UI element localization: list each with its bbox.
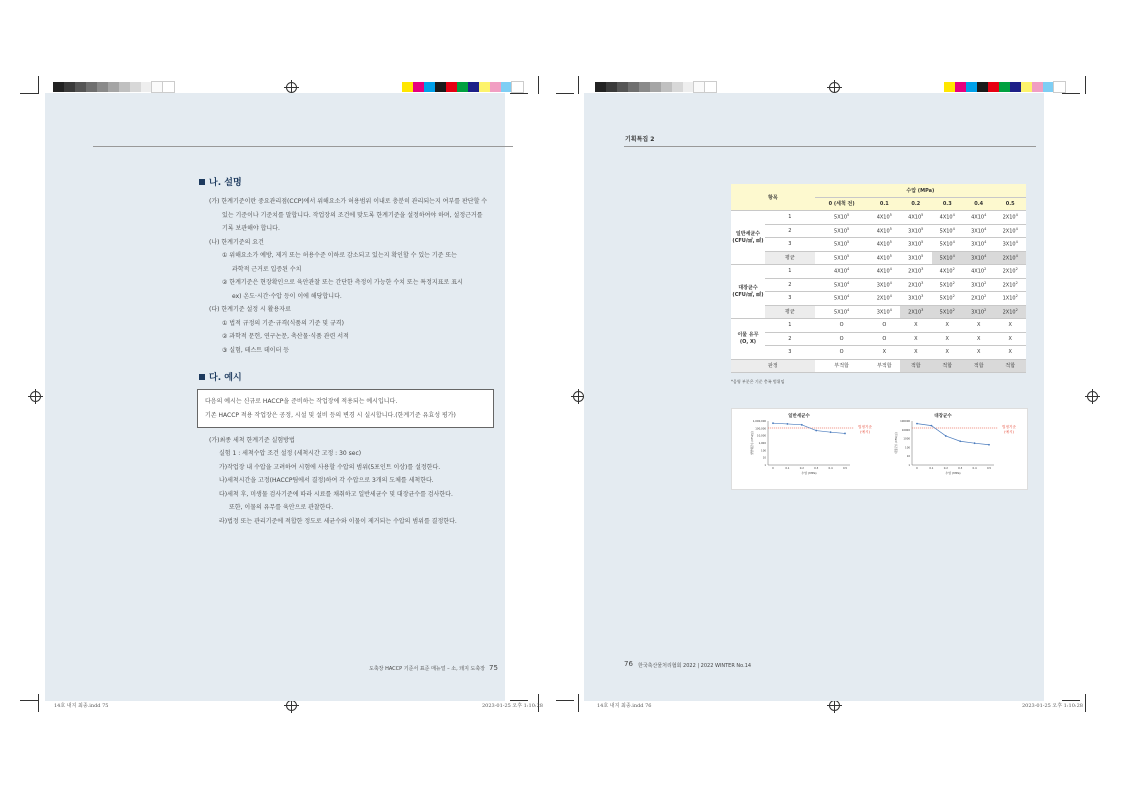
- table-header-cell: 0.4: [963, 197, 994, 211]
- table-cell: $2X10^4$: [994, 251, 1026, 265]
- exponent: 2: [984, 294, 987, 299]
- table-cell: $5X10^2$: [932, 292, 963, 306]
- table-cell: $4X10^4$: [869, 265, 900, 279]
- table-cell: $3X10^4$: [963, 238, 994, 252]
- exponent: 4: [1015, 213, 1018, 218]
- table-header-row: [731, 184, 1026, 197]
- table-cell: $3X10^5$: [900, 251, 931, 265]
- section-title-na: 나. 설명: [199, 175, 242, 188]
- page-number: 76: [624, 660, 633, 668]
- exponent: 3: [921, 307, 924, 312]
- exponent: 2: [952, 267, 955, 272]
- exponent: 2: [984, 280, 987, 285]
- table-row-index: 1: [765, 319, 815, 333]
- y-axis-label: 대장균수 (CFU/㎠): [895, 432, 898, 454]
- exponent: 2: [1015, 267, 1018, 272]
- table-cell: $4X10^5$: [869, 238, 900, 252]
- registration-mark: [30, 391, 41, 402]
- y-tick-label: 1: [908, 464, 910, 467]
- group-unit: (CFU/㎠, ㎖): [732, 237, 764, 244]
- table-row-index: 2: [765, 224, 815, 238]
- x-tick-label: 0.5: [842, 467, 848, 470]
- table-cell: $3X10^4$: [963, 251, 994, 265]
- table-row-index: 평균: [765, 305, 815, 319]
- exponent: 4: [952, 213, 955, 218]
- table-row-index: 2: [765, 332, 815, 346]
- table-cell: $5X10^5$: [815, 224, 869, 238]
- table-row: [731, 224, 1026, 238]
- registration-mark: [573, 391, 584, 402]
- x-tick-label: 0.2: [799, 467, 804, 470]
- charts-svg: [732, 409, 1027, 489]
- note-line: 다음의 예시는 신규로 HACCP을 준비하는 작업장에 적용되는 예시입니다.: [205, 398, 398, 405]
- table-cell: $4X10^2$: [963, 265, 994, 279]
- table-row: [731, 278, 1026, 292]
- table-header-cell: 0.2: [900, 197, 931, 211]
- text-line: 나)세척시간을 고정(HACCP팀에서 결정)하여 각 수압으로 3개의 도체를 세척한다.: [219, 477, 434, 484]
- exponent: 5: [889, 226, 892, 231]
- table-row: [731, 319, 1026, 333]
- y-tick-label: 1000: [903, 437, 910, 441]
- exponent: 3: [921, 280, 924, 285]
- y-tick-label: 1,000: [758, 442, 766, 445]
- exponent: 5: [921, 240, 924, 245]
- table-header-cell: 0.5: [994, 197, 1026, 211]
- table-cell: $4X10^4$: [815, 265, 869, 279]
- table-cell: $2X10^2$: [994, 278, 1026, 292]
- exponent: 4: [889, 280, 892, 285]
- table-cell: X: [900, 319, 931, 333]
- series-line: [917, 424, 989, 445]
- group-name: 대장균수: [738, 284, 758, 291]
- table-cell: $2X10^3$: [900, 278, 931, 292]
- exponent: 5: [847, 253, 850, 258]
- footer-text: 한국축산물처리협회 2022 | 2022 WINTER No.14: [638, 663, 752, 669]
- exponent: 4: [889, 294, 892, 299]
- x-tick-label: 0.4: [828, 467, 833, 470]
- text-line: 또한, 이물의 유무를 육안으로 관찰한다.: [229, 504, 334, 511]
- table-cell: $5X10^4$: [932, 238, 963, 252]
- table-cell: $4X10^4$: [963, 211, 994, 225]
- exponent: 4: [847, 307, 850, 312]
- exponent: 4: [1015, 226, 1018, 231]
- group-name: 일반세균수: [735, 230, 761, 237]
- text-line: ② 한계기준은 현장확인으로 육안관찰 또는 간단한 측정이 가능한 수치 또는 특정지표로 표시: [222, 279, 463, 286]
- table-header-pressure: 수압 (MPa): [815, 184, 1026, 197]
- table-verdict-cell: 적합: [900, 359, 931, 373]
- exponent: 5: [847, 226, 850, 231]
- top-rule: [624, 146, 1036, 147]
- y-tick-label: 100,000: [755, 427, 766, 431]
- text-line: 과학적 근거로 입증된 수치: [232, 266, 302, 273]
- table-cell: X: [994, 346, 1026, 360]
- table-cell: X: [994, 332, 1026, 346]
- table-cell: $4X10^5$: [869, 211, 900, 225]
- table-verdict-label: 판정: [731, 359, 815, 373]
- table-cell: $3X10^5$: [900, 238, 931, 252]
- table-row-index: 3: [765, 346, 815, 360]
- results-table: [731, 184, 1026, 373]
- data-point: [959, 440, 961, 442]
- y-tick-label: 100: [761, 449, 766, 453]
- table-row: [731, 292, 1026, 306]
- data-point: [974, 442, 976, 444]
- y-tick-label: 100000: [900, 420, 910, 423]
- text-line: ex) 온도·시간·수압 등이 이에 해당합니다.: [232, 293, 342, 300]
- table-row-index: 1: [765, 265, 815, 279]
- exponent: 4: [952, 240, 955, 245]
- exponent: 4: [847, 280, 850, 285]
- x-tick-label: 0.3: [814, 467, 819, 470]
- table-cell: $5X10^5$: [815, 211, 869, 225]
- y-tick-label: 10000: [901, 428, 910, 432]
- table-cell: $2X10^4$: [994, 211, 1026, 225]
- y-tick-label: 1,000,000: [752, 420, 766, 423]
- table-cell: X: [994, 319, 1026, 333]
- table-cell: O: [869, 319, 900, 333]
- text-line: 라)법정 또는 관리기준에 적합한 정도로 세균수와 이물이 제거되는 수압의 범위를 결정한다.: [219, 518, 457, 525]
- exponent: 4: [984, 226, 987, 231]
- table-cell: $3X10^4$: [869, 278, 900, 292]
- table-cell: $5X10^5$: [815, 238, 869, 252]
- data-point: [830, 431, 832, 433]
- exponent: 2: [1015, 280, 1018, 285]
- data-point: [815, 430, 817, 432]
- table-row: [731, 305, 1026, 319]
- exponent: 3: [921, 294, 924, 299]
- exponent: 5: [889, 253, 892, 258]
- table-cell: $2X10^2$: [994, 305, 1026, 319]
- table-cell: $3X10^2$: [963, 305, 994, 319]
- color-bar: [402, 82, 523, 92]
- data-point: [988, 444, 990, 446]
- exponent: 2: [1015, 294, 1018, 299]
- table-verdict-row: [731, 359, 1026, 373]
- table-cell: X: [963, 346, 994, 360]
- limit-label: 법정기준: [1002, 425, 1016, 429]
- registration-mark: [829, 700, 840, 711]
- group-unit: (CFU/㎠, ㎖): [732, 291, 764, 298]
- series-line: [773, 423, 845, 433]
- exponent: 2: [952, 294, 955, 299]
- text-line: ③ 실험, 테스트 데이터 등: [222, 347, 290, 354]
- text-line: 기록 보관해야 합니다.: [222, 225, 280, 232]
- table-cell: $5X10^4$: [815, 278, 869, 292]
- exponent: 3: [921, 267, 924, 272]
- exponent: 4: [952, 226, 955, 231]
- exponent: 4: [1015, 240, 1018, 245]
- table-cell: O: [815, 319, 869, 333]
- exponent: 2: [952, 280, 955, 285]
- table-cell: $1X10^2$: [994, 292, 1026, 306]
- square-bullet-icon: [199, 179, 205, 185]
- table-cell: X: [932, 332, 963, 346]
- table-cell: $4X10^5$: [869, 224, 900, 238]
- table-cell: $3X10^5$: [900, 224, 931, 238]
- limit-label: (예시): [1004, 430, 1014, 434]
- exponent: 4: [847, 267, 850, 272]
- x-tick-label: 0.1: [785, 467, 790, 470]
- text-line: 실험 1 : 세척수압 조건 설정 (세척시간 고정 : 30 sec): [219, 450, 362, 457]
- text-line: (나) 한계기준의 요건: [209, 239, 264, 246]
- table-row: [731, 238, 1026, 252]
- table-cell: $2X10^4$: [869, 292, 900, 306]
- slug-file: 14호 내지 최종.indd 76: [597, 703, 652, 709]
- table-cell: X: [869, 346, 900, 360]
- x-tick-label: 0: [772, 467, 774, 470]
- limit-label: (예시): [860, 430, 870, 434]
- data-point: [916, 423, 918, 425]
- table-note: *음영 부분은 기준 충족 범위임: [731, 379, 785, 384]
- data-point: [844, 433, 846, 435]
- note-box: [197, 389, 494, 428]
- table-group-label: [731, 319, 765, 360]
- table-verdict-cell: 부적합: [815, 359, 869, 373]
- table-cell: $2X10^2$: [963, 292, 994, 306]
- x-tick-label: 0.3: [958, 467, 963, 470]
- registration-mark: [286, 82, 297, 93]
- table-header-cell: 0.1: [869, 197, 900, 211]
- gray-scale-bar-right: [595, 82, 716, 92]
- text-line: ① 위해요소가 예방, 제거 또는 허용수준 이하로 감소되고 있는지 확인할 수 있는 기준 또는: [222, 252, 457, 259]
- slug-date: 2023-01-25 오후 1:10:28: [482, 703, 543, 709]
- table-group-label: [731, 211, 765, 265]
- table-cell: $2X10^3$: [900, 265, 931, 279]
- table-cell: $2X10^3$: [900, 305, 931, 319]
- table-cell: $4X10^5$: [869, 251, 900, 265]
- y-tick-label: 100: [905, 446, 910, 450]
- chart-title: 대장균수: [934, 414, 952, 419]
- registration-mark: [1087, 391, 1098, 402]
- x-tick-label: 0.1: [929, 467, 934, 470]
- table-verdict-cell: 적합: [932, 359, 963, 373]
- table-cell: X: [963, 319, 994, 333]
- text-line: 다)세척 후, 미생물 검사기준에 따라 시료를 채취하고 일반세균수 및 대장균수를 검사한다.: [219, 491, 453, 498]
- table-cell: $4X10^5$: [900, 211, 931, 225]
- exponent: 4: [952, 253, 955, 258]
- exponent: 5: [921, 253, 924, 258]
- text-line: (가) 한계기준이란 중요관리점(CCP)에서 위해요소가 허용범위 이내로 충분히 관리되는지 여부를 판단할 수: [209, 198, 488, 205]
- top-rule: [93, 146, 513, 147]
- exponent: 4: [984, 213, 987, 218]
- group-name: 이물 유무: [737, 331, 759, 338]
- table-row-index: 평균: [765, 251, 815, 265]
- table-cell: O: [815, 332, 869, 346]
- y-axis-label: 일반세균수 (CFU/㎠): [751, 430, 754, 456]
- table-row-index: 3: [765, 238, 815, 252]
- table-cell: X: [932, 346, 963, 360]
- text-line: 있는 기준이나 기준치를 말합니다. 작업장의 조건에 맞도록 한계기준을 설정하여야 하며, 설정근거를: [222, 212, 483, 219]
- table-cell: O: [869, 332, 900, 346]
- table-cell: $5X10^5$: [815, 251, 869, 265]
- y-tick-label: 1: [764, 464, 766, 467]
- table-header-label: 항목: [731, 184, 815, 211]
- note-line: 기존 HACCP 적용 작업장은 공정, 시설 및 설비 등의 변경 시 실시합니다.(한계기준 유효성 평가): [205, 412, 456, 419]
- y-tick-label: 10,000: [756, 434, 766, 438]
- x-tick-label: 0.4: [972, 467, 977, 470]
- table-header-cell: 0 (세척 전): [815, 197, 869, 211]
- table-verdict-cell: 적합: [994, 359, 1026, 373]
- x-tick-label: 0: [916, 467, 918, 470]
- color-bar-right: [944, 82, 1065, 92]
- table-cell: X: [900, 332, 931, 346]
- square-bullet-icon: [199, 374, 205, 380]
- exponent: 5: [921, 213, 924, 218]
- x-tick-label: 0.5: [986, 467, 992, 470]
- table-row: [731, 211, 1026, 225]
- exponent: 5: [847, 240, 850, 245]
- x-axis-label: 수압 (MPa): [945, 471, 961, 475]
- table-row: [731, 332, 1026, 346]
- table-row-index: 3: [765, 292, 815, 306]
- chart-title: 일반세균수: [788, 414, 810, 419]
- table-cell: X: [963, 332, 994, 346]
- text-line: 가)작업장 내 수압을 고려하여 시험에 사용할 수압의 범위(5포인트 이상)를 설정한다.: [219, 464, 441, 471]
- table-cell: $3X10^4$: [994, 238, 1026, 252]
- table-cell: X: [900, 346, 931, 360]
- exponent: 5: [921, 226, 924, 231]
- table-cell: $2X10^2$: [994, 265, 1026, 279]
- table-cell: $3X10^2$: [963, 278, 994, 292]
- text-line: ② 과학적 문헌, 연구논문, 축산물·식품 관련 서적: [222, 333, 349, 340]
- table-verdict-cell: 적합: [963, 359, 994, 373]
- text-line: (가)최종 세척 한계기준 실험방법: [209, 437, 295, 444]
- exponent: 4: [889, 267, 892, 272]
- exponent: 4: [984, 240, 987, 245]
- exponent: 4: [1015, 253, 1018, 258]
- group-unit: (O, X): [739, 338, 757, 345]
- slug-file: 14호 내지 최종.indd 75: [54, 703, 109, 709]
- x-axis-label: 수압 (MPa): [801, 471, 817, 475]
- table-cell: $5X10^4$: [932, 251, 963, 265]
- table-group-label: [731, 265, 765, 319]
- gray-scale-bar: [53, 82, 174, 92]
- slug-date: 2023-01-25 오후 1:10:28: [1022, 703, 1083, 709]
- registration-mark: [286, 700, 297, 711]
- data-point: [772, 422, 774, 424]
- table-row-index: 1: [765, 211, 815, 225]
- exponent: 4: [984, 253, 987, 258]
- charts-panel: [731, 408, 1028, 490]
- data-point: [945, 435, 947, 437]
- table-cell: $5X10^4$: [932, 224, 963, 238]
- registration-mark: [829, 82, 840, 93]
- table-row: [731, 346, 1026, 360]
- data-point: [787, 423, 789, 425]
- section-header: 기획특집 2: [625, 136, 655, 143]
- table-cell: $5X10^4$: [815, 305, 869, 319]
- page-number: 75: [489, 664, 498, 672]
- table-row: [731, 251, 1026, 265]
- table-header-cell: 0.3: [932, 197, 963, 211]
- table-cell: $4X10^4$: [932, 211, 963, 225]
- limit-label: 법정기준: [858, 425, 872, 429]
- exponent: 2: [984, 307, 987, 312]
- table-cell: $3X10^4$: [963, 224, 994, 238]
- exponent: 4: [847, 294, 850, 299]
- table-cell: $5X10^2$: [932, 305, 963, 319]
- table-cell: $5X10^2$: [932, 278, 963, 292]
- exponent: 2: [952, 307, 955, 312]
- x-tick-label: 0.2: [943, 467, 948, 470]
- text-line: (다) 한계기준 설정 시 활용자료: [209, 306, 291, 313]
- exponent: 4: [889, 307, 892, 312]
- text-line: ① 법적 규정의 기준·규격(식품의 기준 및 규격): [222, 320, 344, 327]
- table-cell: $5X10^4$: [815, 292, 869, 306]
- table-cell: $3X10^4$: [869, 305, 900, 319]
- table-row: [731, 265, 1026, 279]
- table-cell: $3X10^3$: [900, 292, 931, 306]
- exponent: 2: [1015, 307, 1018, 312]
- table-row-index: 2: [765, 278, 815, 292]
- footer-text: 도축장 HACCP 기준서 표준 매뉴얼 – 소, 돼지 도축장: [369, 666, 486, 672]
- data-point: [931, 425, 933, 427]
- exponent: 5: [889, 240, 892, 245]
- table-cell: X: [932, 319, 963, 333]
- exponent: 5: [889, 213, 892, 218]
- data-point: [801, 424, 803, 426]
- table-cell: $4X10^2$: [932, 265, 963, 279]
- table-cell: $2X10^4$: [994, 224, 1026, 238]
- y-tick-label: 10: [762, 456, 766, 460]
- section-title-da: 다. 예시: [199, 370, 242, 383]
- table-verdict-cell: 부적합: [869, 359, 900, 373]
- table-cell: O: [815, 346, 869, 360]
- y-tick-label: 10: [906, 455, 910, 459]
- exponent: 2: [984, 267, 987, 272]
- exponent: 5: [847, 213, 850, 218]
